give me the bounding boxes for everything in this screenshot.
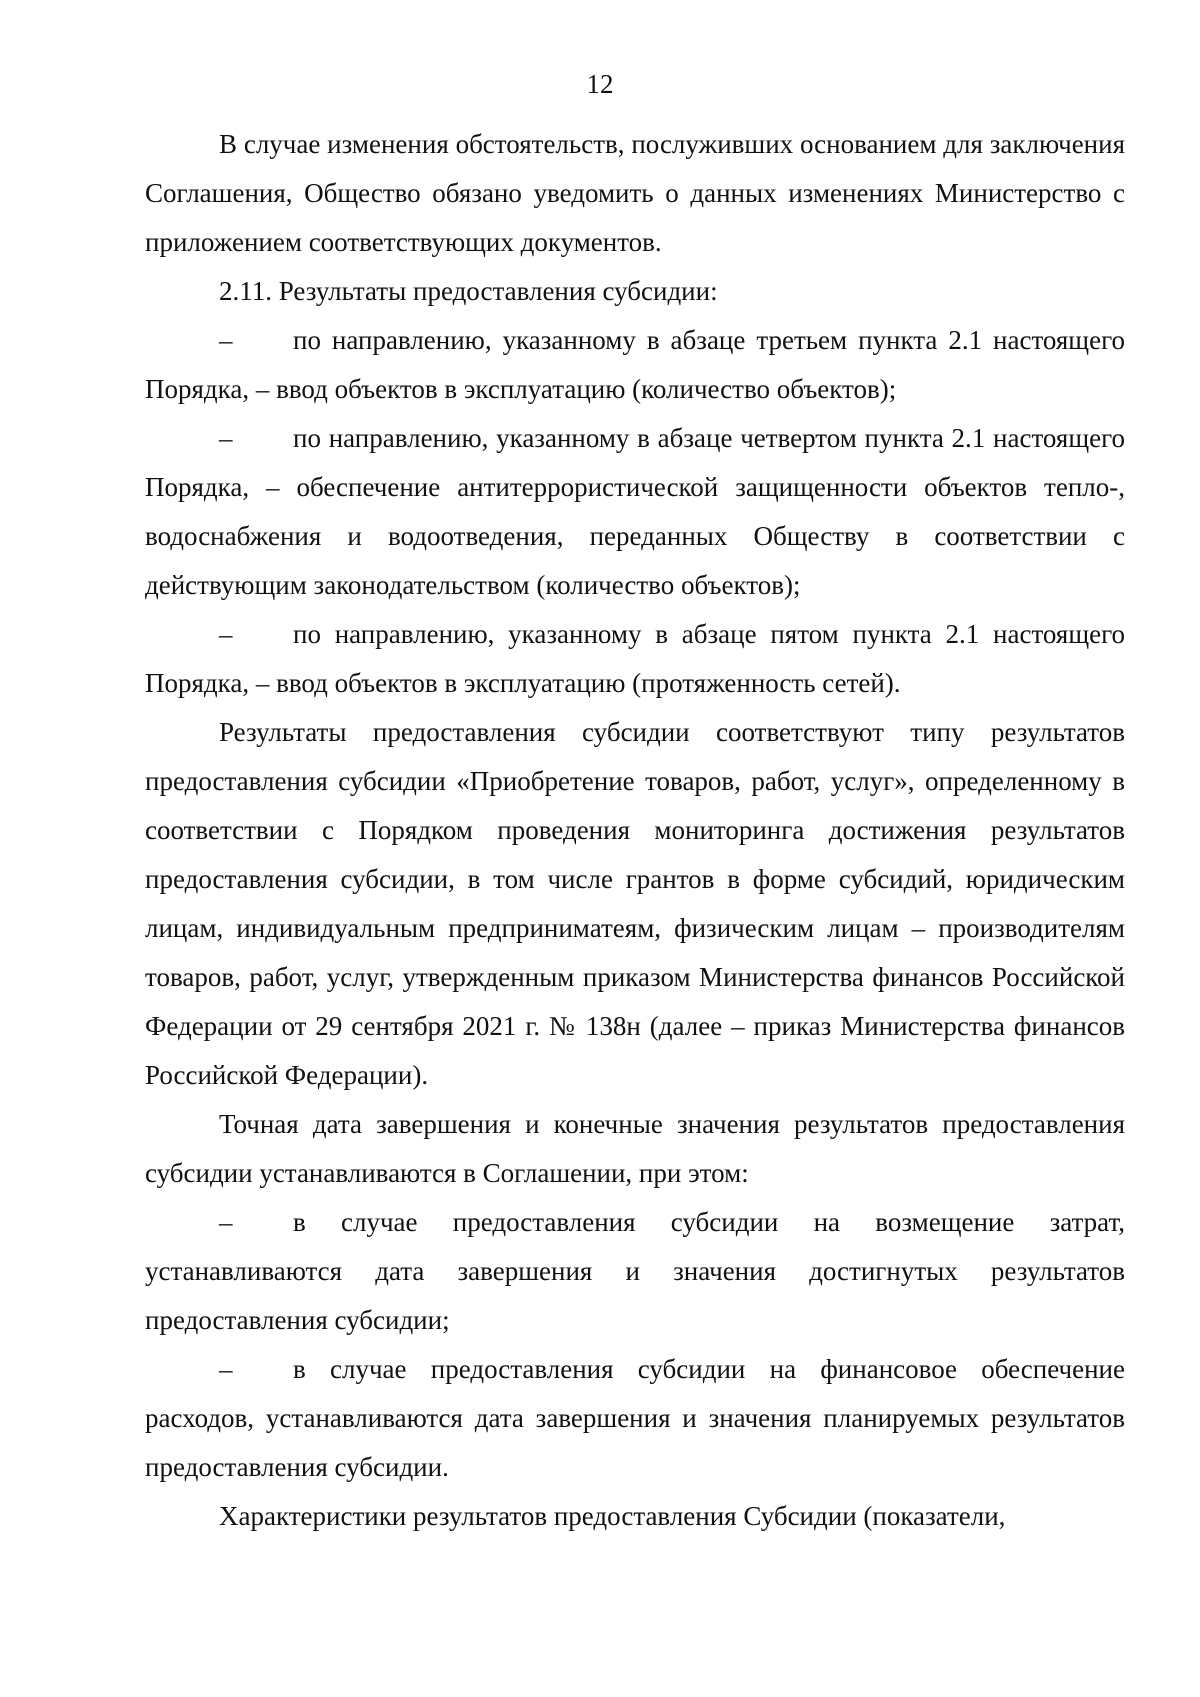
list-item-text: по направлению, указанному в абзаце третьем пункта 2.1 настоящего Порядка, – ввод объектов в эксплуатацию (количество объектов); xyxy=(145,325,1125,404)
paragraph-text: Характеристики результатов предоставления Субсидии (показатели, xyxy=(219,1501,1006,1531)
list-item xyxy=(145,414,1125,610)
paragraph-text: 2.11. Результаты предоставления субсидии: xyxy=(219,276,718,306)
dash-marker: – xyxy=(219,1354,233,1384)
paragraph-text: Результаты предоставления субсидии соответствуют типу результатов предоставления субсидии «Приобретение товаров, работ, услуг», определенному в соответствии с Порядком проведения мониторинга достижения результатов предоставления субсидии, в том числе грантов в форме субсидий, юридическим лицам, индивидуальным предприниматеям, физическим лицам – производителям товаров, работ, услуг, утвержденным приказом Министерства финансов Российской Федерации от 29 сентября 2021 г. № 138н (далее – приказ Министерства финансов Российской Федерации). xyxy=(145,717,1125,1090)
list-item-text: по направлению, указанному в абзаце четвертом пункта 2.1 настоящего Порядка, – обеспечение антитеррористической защищенности объектов тепло-, водоснабжения и водоотведения, переданных Обществу в соответствии с действующим законодательством (количество объектов); xyxy=(145,423,1125,600)
dash-marker: – xyxy=(219,423,233,453)
list-item xyxy=(145,1198,1125,1345)
list-item xyxy=(145,610,1125,708)
list-item xyxy=(145,1345,1125,1492)
section-heading-2-11 xyxy=(145,267,1125,316)
page-number: 12 xyxy=(586,69,614,99)
list-item-text: в случае предоставления субсидии на возмещение затрат, устанавливаются дата завершения и значения достигнутых результатов предоставления субсидии; xyxy=(145,1207,1125,1335)
paragraph-text: В случае изменения обстоятельств, послуживших основанием для заключения Соглашения, Общество обязано уведомить о данных изменениях Министерство с приложением соответствующих документов. xyxy=(145,129,1125,257)
paragraph xyxy=(145,1492,1125,1541)
dash-marker: – xyxy=(219,325,233,355)
list-item-text: в случае предоставления субсидии на финансовое обеспечение расходов, устанавливаются дата завершения и значения планируемых результатов предоставления субсидии. xyxy=(145,1354,1125,1482)
dash-marker: – xyxy=(219,619,233,649)
paragraph xyxy=(145,120,1125,267)
document-body xyxy=(145,120,1125,1541)
list-item xyxy=(145,316,1125,414)
paragraph xyxy=(145,1100,1125,1198)
list-item-text: по направлению, указанному в абзаце пятом пункта 2.1 настоящего Порядка, – ввод объектов в эксплуатацию (протяженность сетей). xyxy=(145,619,1125,698)
paragraph xyxy=(145,708,1125,1100)
dash-marker: – xyxy=(219,1207,233,1237)
paragraph-text: Точная дата завершения и конечные значения результатов предоставления субсидии устанавливаются в Соглашении, при этом: xyxy=(145,1109,1125,1188)
